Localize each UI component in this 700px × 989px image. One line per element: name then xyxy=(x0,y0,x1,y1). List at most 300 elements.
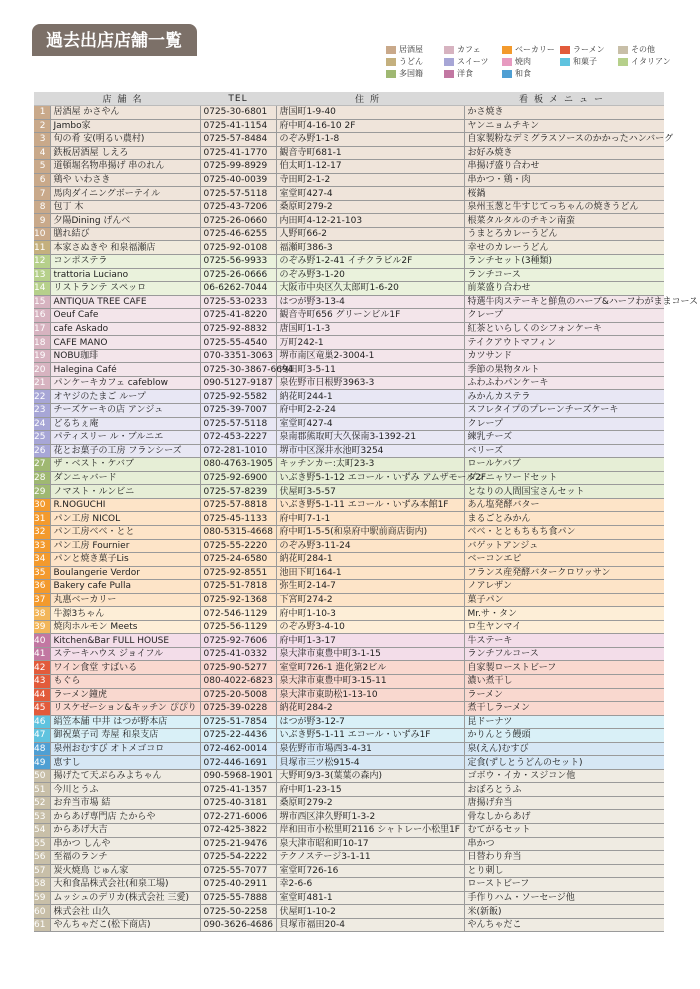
shop-address: 下宮町274-2 xyxy=(276,593,464,607)
legend-swatch xyxy=(502,58,512,66)
shop-tel: 0725-57-8818 xyxy=(200,498,276,512)
row-num: 21 xyxy=(34,376,50,390)
table-row xyxy=(34,796,664,810)
row-num: 58 xyxy=(34,878,50,892)
shop-tel: 0725-24-6580 xyxy=(200,553,276,567)
legend-item xyxy=(502,44,555,55)
shop-tel: 072-453-2227 xyxy=(200,431,276,445)
shop-menu: 串揚げ盛り合わせ xyxy=(464,160,664,174)
legend-label: カフェ xyxy=(457,45,481,54)
table-row xyxy=(34,918,664,932)
shop-address: 貝塚市福田20-4 xyxy=(276,918,464,932)
shop-tel: 0725-39-7007 xyxy=(200,404,276,418)
shop-address: 府中町1-23-15 xyxy=(276,783,464,797)
shop-name: 揚げたて天ぷらみよちゃん xyxy=(50,769,200,783)
row-num: 26 xyxy=(34,444,50,458)
table-row xyxy=(34,607,664,621)
table-row xyxy=(34,309,664,323)
shop-menu: バゲットアンジュ xyxy=(464,539,664,553)
shop-menu: カツサンド xyxy=(464,349,664,363)
legend-swatch xyxy=(618,46,628,54)
row-num: 56 xyxy=(34,851,50,865)
shop-tel: 0725-46-6255 xyxy=(200,227,276,241)
shop-name: 鉄板居酒屋 しえろ xyxy=(50,146,200,160)
legend-swatch xyxy=(444,70,454,78)
row-num: 33 xyxy=(34,539,50,553)
shop-tel: 0725-21-9476 xyxy=(200,837,276,851)
shop-address: 人野町66-2 xyxy=(276,227,464,241)
shop-address: キッチンカー:太町23-3 xyxy=(276,458,464,472)
legend-swatch xyxy=(502,46,512,54)
table-row xyxy=(34,593,664,607)
row-num: 15 xyxy=(34,295,50,309)
row-num: 4 xyxy=(34,146,50,160)
shop-menu: ランチコース xyxy=(464,268,664,282)
table-row xyxy=(34,485,664,499)
row-num: 27 xyxy=(34,458,50,472)
legend-item xyxy=(618,56,671,67)
row-num: 47 xyxy=(34,729,50,743)
row-num: 13 xyxy=(34,268,50,282)
table-row xyxy=(34,553,664,567)
shop-tel: 0725-92-8832 xyxy=(200,322,276,336)
shop-tel: 0725-55-2220 xyxy=(200,539,276,553)
row-num: 11 xyxy=(34,241,50,255)
shop-name: Boulangerie Verdor xyxy=(50,566,200,580)
shop-name: 馬肉ダイニングボーテイル xyxy=(50,187,200,201)
shop-name: 居酒屋 かさやん xyxy=(50,106,200,120)
shop-address: いぶき野5-1-12 エコール・いずみ アムザモール2F xyxy=(276,471,464,485)
shop-tel: 0725-45-1133 xyxy=(200,512,276,526)
row-num: 31 xyxy=(34,512,50,526)
shop-address: 貝塚市三ツ松915-4 xyxy=(276,756,464,770)
table-row xyxy=(34,444,664,458)
row-num: 42 xyxy=(34,661,50,675)
table-row xyxy=(34,146,664,160)
shop-name: 泉州おむすび オトメゴコロ xyxy=(50,742,200,756)
shop-name: ムッシュのデリカ(株式会社 三愛) xyxy=(50,891,200,905)
shop-address: 納花町284-2 xyxy=(276,702,464,716)
shop-tel: 0725-20-5008 xyxy=(200,688,276,702)
legend-item xyxy=(444,56,489,67)
table-row xyxy=(34,905,664,919)
shop-address: 泉大津市東豊中町3-1-15 xyxy=(276,647,464,661)
shop-name: NOBU珈琲 xyxy=(50,349,200,363)
row-num: 23 xyxy=(34,404,50,418)
shop-tel: 0725-51-7854 xyxy=(200,715,276,729)
table-row xyxy=(34,119,664,133)
row-num: 28 xyxy=(34,471,50,485)
table-row xyxy=(34,823,664,837)
shop-name: ザ・ベスト・ケバブ xyxy=(50,458,200,472)
shop-name: からあげ専門店 たからや xyxy=(50,810,200,824)
row-num: 22 xyxy=(34,390,50,404)
shop-tel: 0725-40-2911 xyxy=(200,878,276,892)
shop-menu: クレープ xyxy=(464,309,664,323)
shop-menu: べべ・とともちもち食パン xyxy=(464,525,664,539)
shop-name: ステーキハウス ジョイフル xyxy=(50,647,200,661)
shop-tel: 0725-92-1368 xyxy=(200,593,276,607)
shop-table xyxy=(34,92,698,932)
shop-menu: 濃い煮干し xyxy=(464,674,664,688)
row-num: 29 xyxy=(34,485,50,499)
shop-name: ラーメン鐘虎 xyxy=(50,688,200,702)
shop-name: もぐら xyxy=(50,674,200,688)
legend-label: その他 xyxy=(631,45,655,54)
table-row xyxy=(34,336,664,350)
shop-address: 堺市中区深井水池町3254 xyxy=(276,444,464,458)
shop-tel: 0725-50-2258 xyxy=(200,905,276,919)
table-row xyxy=(34,160,664,174)
table-row xyxy=(34,566,664,580)
table-row xyxy=(34,106,664,120)
shop-name: やんちゃだこ(松下商店) xyxy=(50,918,200,932)
legend-label: 居酒屋 xyxy=(399,45,423,54)
shop-address: 納花町244-1 xyxy=(276,390,464,404)
header-name: 店舗名 xyxy=(50,92,200,106)
legend-swatch xyxy=(444,46,454,54)
shop-address: 室堂町726-1 進化第2ビル xyxy=(276,661,464,675)
shop-address: 府中町1-3-17 xyxy=(276,634,464,648)
legend-item xyxy=(386,56,423,67)
shop-menu: おぼろとうふ xyxy=(464,783,664,797)
shop-tel: 0725-92-8551 xyxy=(200,566,276,580)
table-row xyxy=(34,769,664,783)
shop-tel: 0725-30-6801 xyxy=(200,106,276,120)
header-address: 住所 xyxy=(276,92,464,106)
shop-name: 今川とうふ xyxy=(50,783,200,797)
row-num: 46 xyxy=(34,715,50,729)
shop-name: 夕陽Dining げんべ xyxy=(50,214,200,228)
shop-tel: 0725-92-6900 xyxy=(200,471,276,485)
shop-name: 炭火焼鳥 じゅん家 xyxy=(50,864,200,878)
shop-name: Halegina Café xyxy=(50,363,200,377)
shop-tel: 072-462-0014 xyxy=(200,742,276,756)
legend-item xyxy=(502,56,531,67)
shop-address: 万町242-1 xyxy=(276,336,464,350)
shop-name: からあげ大吉 xyxy=(50,823,200,837)
shop-tel: 080-4763-1905 xyxy=(200,458,276,472)
shop-menu: むてがるセット xyxy=(464,823,664,837)
table-header-row xyxy=(34,92,664,106)
table-row xyxy=(34,349,664,363)
shop-menu: みかんカステラ xyxy=(464,390,664,404)
legend-item xyxy=(560,56,597,67)
legend-item xyxy=(444,44,481,55)
shop-tel: 06-6262-7044 xyxy=(200,282,276,296)
shop-address: 唐国町1-9-40 xyxy=(276,106,464,120)
row-num: 54 xyxy=(34,823,50,837)
shop-tel: 0725-57-8239 xyxy=(200,485,276,499)
shop-tel: 0725-41-1770 xyxy=(200,146,276,160)
shop-address: 堺市南区竜巣2-3004-1 xyxy=(276,349,464,363)
shop-name: Kitchen&Bar FULL HOUSE xyxy=(50,634,200,648)
shop-tel: 0725-53-0233 xyxy=(200,295,276,309)
shop-tel: 0725-55-7077 xyxy=(200,864,276,878)
legend-swatch xyxy=(386,70,396,78)
shop-address: 室堂町481-1 xyxy=(276,891,464,905)
header-menu: 看板メニュー xyxy=(464,92,664,106)
row-num: 10 xyxy=(34,227,50,241)
shop-menu: うまとろカレーうどん xyxy=(464,227,664,241)
shop-address: 福瀬町386-3 xyxy=(276,241,464,255)
shop-name: 株式会社 山久 xyxy=(50,905,200,919)
legend-label: イタリアン xyxy=(631,57,671,66)
shop-address: のぞみ野3-4-10 xyxy=(276,620,464,634)
table-row xyxy=(34,661,664,675)
shop-menu: あん塩発酵バター xyxy=(464,498,664,512)
legend-swatch xyxy=(618,58,628,66)
shop-address: 弥生町2-14-7 xyxy=(276,580,464,594)
legend-swatch xyxy=(386,58,396,66)
shop-address: 府中町1-5-5(和泉府中駅前商店街内) xyxy=(276,525,464,539)
shop-name: CAFE MANO xyxy=(50,336,200,350)
shop-tel: 072-425-3822 xyxy=(200,823,276,837)
table-row xyxy=(34,363,664,377)
shop-menu: テイクアウトマフィン xyxy=(464,336,664,350)
shop-address: 内田町4-12-21-103 xyxy=(276,214,464,228)
shop-name: 丸惠ベーカリー xyxy=(50,593,200,607)
shop-address: 府中町7-1-1 xyxy=(276,512,464,526)
table-row xyxy=(34,133,664,147)
legend-label: うどん xyxy=(399,57,423,66)
legend-label: 洋食 xyxy=(457,69,473,78)
shop-menu: フランス産発酵バタークロワッサン xyxy=(464,566,664,580)
row-num: 2 xyxy=(34,119,50,133)
shop-name: cafe Askado xyxy=(50,322,200,336)
table-row xyxy=(34,376,664,390)
shop-name: 膳れ結び xyxy=(50,227,200,241)
shop-address: のぞみ野1-2-41 イチクラビル2F xyxy=(276,255,464,269)
shop-address: 内田町3-5-11 xyxy=(276,363,464,377)
shop-address: 岸和田市小松里町2116 シャトレー小松里1F xyxy=(276,823,464,837)
shop-address: 府中町1-10-3 xyxy=(276,607,464,621)
shop-name: オヤジのたまご ループ xyxy=(50,390,200,404)
shop-menu: 菓子パン xyxy=(464,593,664,607)
shop-menu: 季節の果物タルト xyxy=(464,363,664,377)
shop-address: 伯太町1-12-17 xyxy=(276,160,464,174)
shop-tel: 0725-57-5118 xyxy=(200,417,276,431)
legend-label: 多国籍 xyxy=(399,69,423,78)
table-row xyxy=(34,498,664,512)
shop-name: 包丁 木 xyxy=(50,200,200,214)
shop-name: ダンニャバード xyxy=(50,471,200,485)
shop-menu: 根菜タルタルのチキン南蛮 xyxy=(464,214,664,228)
page-title: 過去出店店舗一覧 xyxy=(32,24,197,56)
shop-address: 堺市西区津久野町1-3-2 xyxy=(276,810,464,824)
shop-address: はつが野3-12-7 xyxy=(276,715,464,729)
shop-menu: 米(新飯) xyxy=(464,905,664,919)
shop-tel: 0725-55-4540 xyxy=(200,336,276,350)
shop-name: 鶏や いわさき xyxy=(50,173,200,187)
legend-swatch xyxy=(444,58,454,66)
shop-tel: 0725-92-5582 xyxy=(200,390,276,404)
row-num: 53 xyxy=(34,810,50,824)
table-row xyxy=(34,810,664,824)
legend-swatch xyxy=(560,58,570,66)
table-row xyxy=(34,282,664,296)
shop-menu: 練乳チーズ xyxy=(464,431,664,445)
row-num: 40 xyxy=(34,634,50,648)
table-row xyxy=(34,674,664,688)
legend-item xyxy=(444,68,473,79)
table-row xyxy=(34,620,664,634)
header-num xyxy=(34,92,50,106)
shop-tel: 090-5968-1901 xyxy=(200,769,276,783)
shop-tel: 090-3626-4686 xyxy=(200,918,276,932)
shop-address: 大阪市中央区久太郎町1-6-20 xyxy=(276,282,464,296)
table-row xyxy=(34,255,664,269)
shop-name: 旬の肴 安(明るい農村) xyxy=(50,133,200,147)
legend-swatch xyxy=(386,46,396,54)
shop-address: 泉大津市東豊中町3-15-11 xyxy=(276,674,464,688)
shop-menu: 前菜盛り合わせ xyxy=(464,282,664,296)
row-num: 9 xyxy=(34,214,50,228)
shop-name: Jambo家 xyxy=(50,119,200,133)
shop-menu: 日替わり弁当 xyxy=(464,851,664,865)
table-row xyxy=(34,634,664,648)
shop-menu: まるごとみかん xyxy=(464,512,664,526)
shop-tel: 0725-92-7606 xyxy=(200,634,276,648)
shop-tel: 0725-43-7206 xyxy=(200,200,276,214)
row-num: 41 xyxy=(34,647,50,661)
shop-menu: お好み焼き xyxy=(464,146,664,160)
shop-tel: 0725-22-4436 xyxy=(200,729,276,743)
row-num: 50 xyxy=(34,769,50,783)
shop-tel: 072-546-1129 xyxy=(200,607,276,621)
shop-tel: 070-3351-3063 xyxy=(200,349,276,363)
shop-name: 焼肉ホルモン Meets xyxy=(50,620,200,634)
shop-menu: ランチセット(3種類) xyxy=(464,255,664,269)
row-num: 16 xyxy=(34,309,50,323)
shop-menu: 煮干しラーメン xyxy=(464,702,664,716)
row-num: 59 xyxy=(34,891,50,905)
shop-menu: かさ焼き xyxy=(464,106,664,120)
shop-name: 道頓堀名物串揚げ 串のれん xyxy=(50,160,200,174)
table-row xyxy=(34,688,664,702)
table-row xyxy=(34,702,664,716)
table-row xyxy=(34,729,664,743)
legend-item xyxy=(560,44,605,55)
row-num: 38 xyxy=(34,607,50,621)
shop-name: 本家さぬきや 和泉福瀬店 xyxy=(50,241,200,255)
row-num: 18 xyxy=(34,336,50,350)
shop-menu: 桜鍋 xyxy=(464,187,664,201)
shop-name: 至福のランチ xyxy=(50,851,200,865)
shop-name: リストランテ スペッロ xyxy=(50,282,200,296)
shop-menu: ベリーズ xyxy=(464,444,664,458)
legend-label: ラーメン xyxy=(573,45,605,54)
shop-tel: 0725-26-0666 xyxy=(200,268,276,282)
shop-address: 泉大津市東助松1-13-10 xyxy=(276,688,464,702)
shop-name: ワイン食堂 すばいる xyxy=(50,661,200,675)
row-num: 44 xyxy=(34,688,50,702)
shop-menu: 泉(えん)むすび xyxy=(464,742,664,756)
row-num: 34 xyxy=(34,553,50,567)
table-row xyxy=(34,458,664,472)
legend-item xyxy=(618,44,655,55)
shop-name: チーズケーキの店 アンジュ xyxy=(50,404,200,418)
shop-tel: 072-271-6006 xyxy=(200,810,276,824)
table-row xyxy=(34,187,664,201)
table-row xyxy=(34,525,664,539)
shop-tel: 080-4022-6823 xyxy=(200,674,276,688)
shop-address: 泉佐野市日根野3963-3 xyxy=(276,376,464,390)
shop-address: 唐国町1-1-3 xyxy=(276,322,464,336)
row-num: 7 xyxy=(34,187,50,201)
table-row xyxy=(34,837,664,851)
shop-address: 伏屋町1-10-2 xyxy=(276,905,464,919)
legend-label: 和食 xyxy=(515,69,531,78)
table-row xyxy=(34,878,664,892)
row-num: 25 xyxy=(34,431,50,445)
shop-name: 大和食品株式会社(和泉工場) xyxy=(50,878,200,892)
row-num: 61 xyxy=(34,918,50,932)
shop-tel: 0725-40-3181 xyxy=(200,796,276,810)
legend-label: スイーツ xyxy=(457,57,489,66)
table-row xyxy=(34,241,664,255)
legend-label: 焼肉 xyxy=(515,57,531,66)
shop-address: 大野町9/3-3(葉葉の森内) xyxy=(276,769,464,783)
row-num: 24 xyxy=(34,417,50,431)
table-row xyxy=(34,891,664,905)
shop-tel: 072-281-1010 xyxy=(200,444,276,458)
shop-menu: スフレタイプのプレーンチーズケーキ xyxy=(464,404,664,418)
shop-tel: 0725-57-5118 xyxy=(200,187,276,201)
row-num: 55 xyxy=(34,837,50,851)
table-row xyxy=(34,471,664,485)
table-row xyxy=(34,539,664,553)
table-row xyxy=(34,214,664,228)
table-row xyxy=(34,715,664,729)
table-row xyxy=(34,431,664,445)
shop-name: パティスリー ル・ブルニエ xyxy=(50,431,200,445)
shop-tel: 0725-56-1129 xyxy=(200,620,276,634)
shop-address: はつが野3-13-4 xyxy=(276,295,464,309)
shop-address: のぞみ野3-1-20 xyxy=(276,268,464,282)
table-row xyxy=(34,647,664,661)
table-row xyxy=(34,200,664,214)
row-num: 1 xyxy=(34,106,50,120)
legend-item xyxy=(502,68,531,79)
shop-tel: 0725-57-8484 xyxy=(200,133,276,147)
shop-address: 池田下町164-1 xyxy=(276,566,464,580)
table-row xyxy=(34,851,664,865)
shop-menu: 定食(ずしとうどんのセット) xyxy=(464,756,664,770)
row-num: 43 xyxy=(34,674,50,688)
shop-address: テクノステージ3-1-11 xyxy=(276,851,464,865)
shop-menu: ロールケバブ xyxy=(464,458,664,472)
shop-name: 串かつ しんや xyxy=(50,837,200,851)
shop-address: 室堂町427-4 xyxy=(276,187,464,201)
shop-menu: 手作りハム・ソーセージ他 xyxy=(464,891,664,905)
shop-tel: 0725-90-5277 xyxy=(200,661,276,675)
legend-item xyxy=(386,44,423,55)
shop-menu: 紅茶といらしくのシフォンケーキ xyxy=(464,322,664,336)
shop-address: 府中町2-2-24 xyxy=(276,404,464,418)
shop-address: 府中町4-16-10 2F xyxy=(276,119,464,133)
shop-menu: 自家製粉なデミグラスソースのかかったハンバーグ xyxy=(464,133,664,147)
shop-tel: 0725-41-0332 xyxy=(200,647,276,661)
shop-name: コンポステラ xyxy=(50,255,200,269)
shop-address: 桑原町279-2 xyxy=(276,200,464,214)
shop-address: 泉南郡熊取町大久保南3-1392-21 xyxy=(276,431,464,445)
shop-menu: 自家製ローストビーフ xyxy=(464,661,664,675)
table-row xyxy=(34,322,664,336)
shop-address: いぶき野5-1-11 エコール・いずみ1F xyxy=(276,729,464,743)
row-num: 45 xyxy=(34,702,50,716)
shop-address: 寺田町2-1-2 xyxy=(276,173,464,187)
